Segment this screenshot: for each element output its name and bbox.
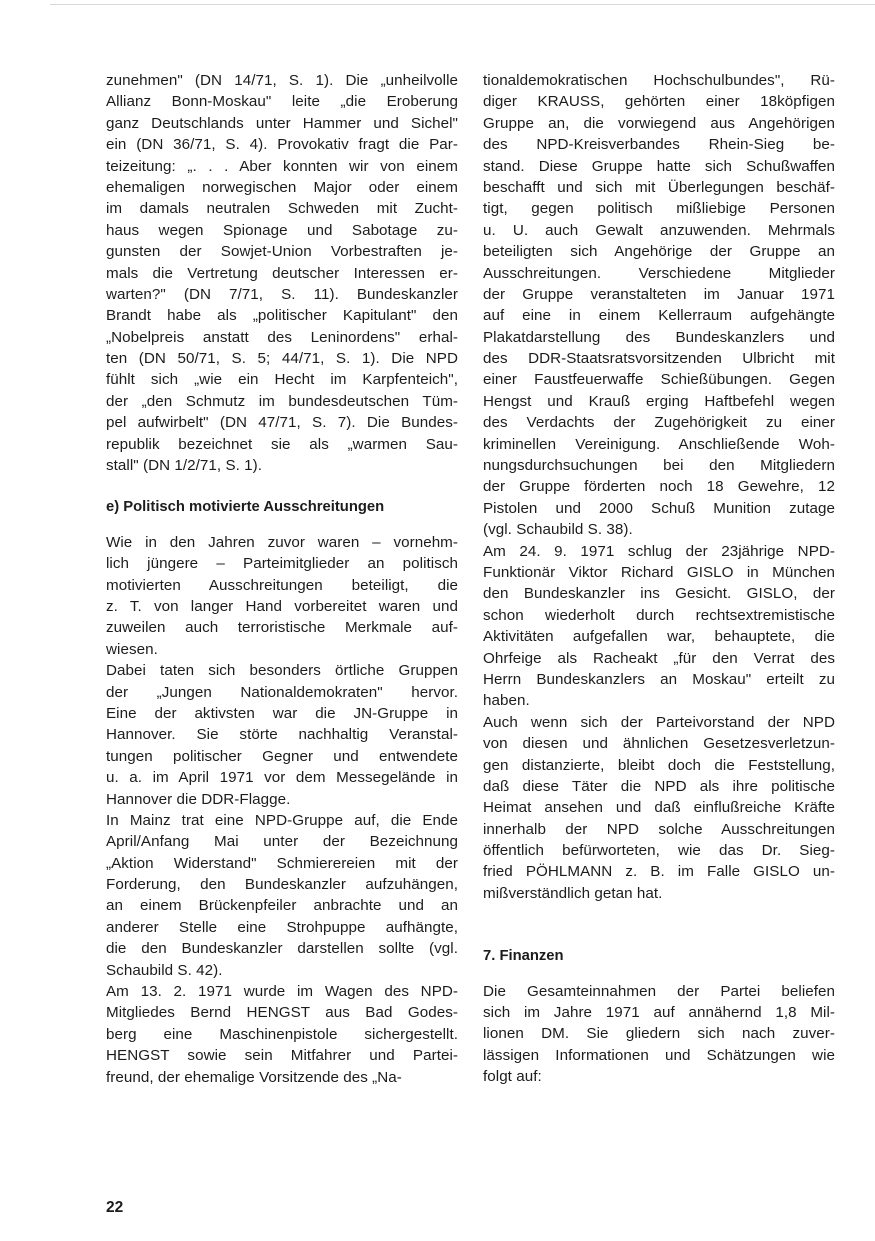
text-line: Am 13. 2. 1971 wurde im Wagen des NPD- <box>106 983 458 1001</box>
text-line: u. U. auch Gewalt anzuwenden. Mehrmals <box>483 221 835 239</box>
text-line: sich im Jahre 1971 auf annähernd 1,8 Mil- <box>483 1004 835 1022</box>
text-line: haben. <box>483 692 530 710</box>
paragraph-aktion-widerstand <box>106 810 458 981</box>
left-column <box>106 70 458 1088</box>
text-line: des DDR-Staatsratsvorsitzenden Ulbricht mit <box>483 350 835 368</box>
text-line: öffentlich befürworteten, wie das Dr. Sieg- <box>483 842 835 860</box>
text-line: mißverständlich getan hat. <box>483 884 663 902</box>
text-line: nungsdurchsuchungen bei den Mitgliedern <box>483 457 835 475</box>
text-line: Ohrfeige als Racheakt „für den Verrat des <box>483 649 835 667</box>
text-line: tionaldemokratischen Hochschulbundes", Rü- <box>483 72 835 89</box>
text-line: die den Bundeskanzler darstellen sollte (vgl. <box>106 940 458 958</box>
paragraph-jn-hannover <box>106 660 458 810</box>
text-line: Schaubild S. 42). <box>106 961 223 979</box>
text-line: Brandt habe als „politischer Kapitulant" den <box>106 307 458 325</box>
text-line: Plakatdarstellung des Bundeskanzlers und <box>483 328 835 346</box>
text-line: Hengst und Krauß erging Haftbefehl wegen <box>483 392 835 410</box>
paragraph-gislo <box>483 541 835 712</box>
text-line: schon wiederholt durch rechtsextremistische <box>483 606 835 624</box>
page-number: 22 <box>106 1199 124 1216</box>
text-line: republik bezeichnet sie als „warmen Sau- <box>106 435 458 453</box>
text-line: Herrn Bundeskanzlers an Moskau" erteilt zu <box>483 670 835 688</box>
text-line: gunsten der Sowjet-Union Vorbestraften je- <box>106 243 458 261</box>
paragraph-dn-quotes <box>106 70 458 476</box>
text-line: Am 24. 9. 1971 schlug der 23jährige NPD- <box>483 542 835 560</box>
text-line: Hannover. Sie störte nachhaltig Veranstal- <box>106 726 458 744</box>
text-line: u. a. im April 1971 vor dem Messegelände in <box>106 769 458 787</box>
text-line: diger KRAUSS, gehörten einer 18köpfigen <box>483 93 835 111</box>
paragraph-krauss-gruppe <box>483 70 835 541</box>
text-line: Hannover die DDR-Flagge. <box>106 790 291 808</box>
text-line: folgt auf: <box>483 1068 542 1086</box>
text-line: Aktivitäten aufgefallen war, behauptete, die <box>483 628 835 646</box>
text-line: der „den Schmutz im bundesdeutschen Tüm- <box>106 392 458 410</box>
text-line: Heimat ansehen und daß einflußreiche Kräfte <box>483 799 835 817</box>
text-line: des Verdachts der Zugehörigkeit zu einer <box>483 414 835 432</box>
text-line: z. T. von langer Hand vorbereitet waren und <box>106 597 458 615</box>
right-column <box>483 70 835 1088</box>
text-line: Pistolen und 2000 Schuß Munition zutage <box>483 499 835 517</box>
text-line: Mitgliedes Bernd HENGST aus Bad Godes- <box>106 1004 458 1022</box>
text-line: ten (DN 50/71, S. 5; 44/71, S. 1). Die NPD <box>106 350 458 368</box>
text-line: innerhalb der NPD solche Ausschreitungen <box>483 820 835 838</box>
text-line: des NPD-Kreisverbandes Rhein-Sieg be- <box>483 136 835 154</box>
text-line: pel aufwirbelt" (DN 47/71, S. 7). Die Bundes- <box>106 414 458 432</box>
text-line: Allianz Bonn-Moskau" leite „die Eroberung <box>106 93 458 111</box>
text-line: zuweilen auch terroristische Merkmale auf- <box>106 619 458 637</box>
text-line: April/Anfang Mai unter der Bezeichnung <box>106 833 458 851</box>
text-line: zunehmen" (DN 14/71, S. 1). Die „unheilvolle <box>106 72 458 89</box>
text-line: der Gruppe förderten noch 18 Gewehre, 12 <box>483 478 835 496</box>
text-line: Dabei taten sich besonders örtliche Gruppen <box>106 662 458 680</box>
text-line: stall" (DN 1/2/71, S. 1). <box>106 457 263 475</box>
paragraph-hengst <box>106 981 458 1088</box>
text-line: fried PÖHLMANN z. B. im Falle GISLO un- <box>483 863 835 881</box>
text-line: wiesen. <box>106 640 158 658</box>
text-line: tigt, gegen politisch mißliebige Personen <box>483 200 835 218</box>
section-heading-e: e) Politisch motivierte Ausschreitungen <box>106 499 385 516</box>
paragraph-einnahmen <box>483 981 835 1088</box>
text-line: ganz Deutschlands unter Hammer und Sichel" <box>106 114 458 132</box>
text-line: warten?" (DN 7/71, S. 11). Bundeskanzler <box>106 285 458 303</box>
text-line: „Nobelpreis anstatt des Leninordens" erhal- <box>106 328 458 346</box>
text-line: „Aktion Widerstand" Schmierereien mit der <box>106 854 458 872</box>
text-line: den Bundeskanzler ins Gesicht. GISLO, der <box>483 585 835 603</box>
text-line: lich jüngere – Parteimitglieder an politisch <box>106 555 458 573</box>
text-line: freund, der ehemalige Vorsitzende des „Na- <box>106 1068 402 1086</box>
text-line: berg eine Maschinenpistole sichergestellt. <box>106 1025 458 1043</box>
text-line: (vgl. Schaubild S. 38). <box>483 521 633 539</box>
text-line: Funktionär Viktor Richard GISLO in München <box>483 563 835 581</box>
paragraph-parteivorstand <box>483 712 835 905</box>
text-line: von diesen und ähnlichen Gesetzesverletzun- <box>483 735 835 753</box>
text-line: In Mainz trat eine NPD-Gruppe auf, die Ende <box>106 811 458 829</box>
page-edge-line <box>50 4 875 5</box>
text-line: Die Gesamteinnahmen der Partei beliefen <box>483 982 835 1000</box>
text-line: kriminellen Vereinigung. Anschließende Woh- <box>483 435 835 453</box>
text-line: HENGST sowie sein Mitfahrer und Partei- <box>106 1047 458 1065</box>
text-line: Auch wenn sich der Parteivorstand der NPD <box>483 713 835 731</box>
text-line: haus wegen Spionage und Sabotage zu- <box>106 221 458 239</box>
text-line: Gruppe an, die vorwiegend aus Angehörigen <box>483 114 835 132</box>
text-line: Ausschreitungen. Verschiedene Mitglieder <box>483 264 835 282</box>
text-line: gen distanzierte, bleibt doch die Feststellung, <box>483 756 835 774</box>
text-line: ein (DN 36/71, S. 4). Provokativ fragt die Par- <box>106 136 458 154</box>
text-line: an einem Brückenpfeiler anbrachte und an <box>106 897 458 915</box>
text-line: daß diese Täter die NPD als ihre politische <box>483 777 835 795</box>
text-line: motivierten Ausschreitungen beteiligt, die <box>106 576 458 594</box>
text-line: Wie in den Jahren zuvor waren – vornehm- <box>106 533 458 551</box>
paragraph-ausschreitungen-intro <box>106 532 458 660</box>
text-line: teizeitung: „. . . Aber konnten wir von einem <box>106 157 458 175</box>
text-line: Forderung, den Bundeskanzler aufzuhängen, <box>106 876 458 894</box>
text-line: ehemaligen norwegischen Major oder einem <box>106 178 458 196</box>
text-line: auf eine in einem Kellerraum aufgehängte <box>483 307 835 325</box>
text-line: lässigen Informationen und Schätzungen wie <box>483 1046 835 1064</box>
text-line: beschafft und sich mit Überlegungen beschäf- <box>483 178 835 196</box>
section-heading-finanzen: 7. Finanzen <box>483 948 564 965</box>
text-line: der „Jungen Nationaldemokraten" hervor. <box>106 683 458 701</box>
text-line: mals die Vertretung deutscher Interessen er- <box>106 264 458 282</box>
text-line: lionen DM. Sie gliedern sich nach zuver- <box>483 1025 835 1043</box>
text-line: einer Faustfeuerwaffe Schießübungen. Gegen <box>483 371 835 389</box>
text-line: anderer Stelle eine Strohpuppe aufhängte, <box>106 918 458 936</box>
text-line: stand. Diese Gruppe hatte sich Schußwaffen <box>483 157 835 175</box>
text-line: der Gruppe veranstalteten im Januar 1971 <box>483 285 835 303</box>
text-line: beteiligten sich Angehörige der Gruppe an <box>483 243 835 261</box>
text-line: im damals neutralen Schweden mit Zucht- <box>106 200 458 218</box>
text-line: fühlt sich „wie ein Hecht im Karpfenteich", <box>106 371 458 389</box>
text-line: tungen politischer Gegner und entwendete <box>106 747 458 765</box>
text-line: Eine der aktivsten war die JN-Gruppe in <box>106 704 458 722</box>
